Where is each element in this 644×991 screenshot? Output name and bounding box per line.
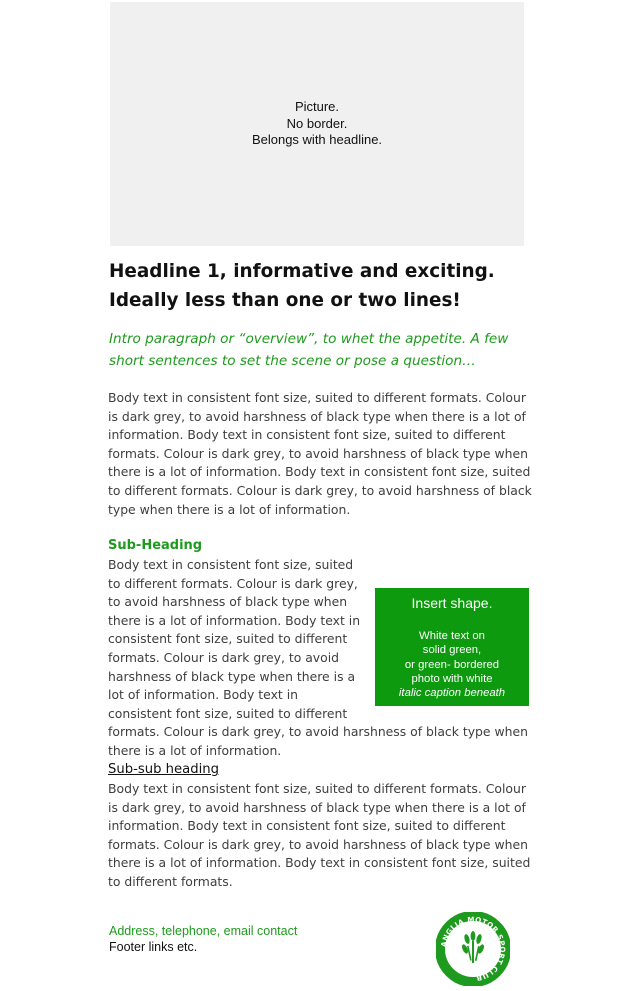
headline <box>109 257 549 315</box>
insert-shape-line-4: photo with white <box>411 672 493 685</box>
body-paragraph-3: Body text in consistent font size, suited to different formats. Colour is dark grey, to avoid harshness of black type when there is a lot of information. Body text in consistent font size, suited to different formats. Colour is dark grey, to avoid harshness of black type when there is a lot of information. Body text in consistent font size, suited to different formats. <box>108 781 531 889</box>
insert-shape-box <box>375 588 529 706</box>
sub-heading: Sub-Heading <box>108 538 203 553</box>
svg-text:ANGLIA MOTOR SPORT CLUB: ANGLIA MOTOR SPORT CLUB <box>438 914 508 983</box>
club-logo-emblem <box>436 912 510 986</box>
body-paragraph-2: Body text in consistent font size, suited to different formats. Colour is dark grey, to avoid harshness of black type when there is a lot of information. Body text in consistent font size, suited to different formats. Colour is dark grey, to avoid harshness of black type when there is a lot of information. Body text in consistent font size, suited to different formats. Colour is dark grey, to avoid harshness of black type when there is a lot of information. <box>108 557 528 758</box>
intro-paragraph: Intro paragraph or “overview”, to whet the appetite. A few short sentences to set the scene or pose a question… <box>109 331 509 369</box>
insert-shape-line-2: solid green, <box>422 644 482 657</box>
insert-shape-text <box>375 629 529 700</box>
insert-shape-line-3: or green- bordered <box>404 658 500 671</box>
body-paragraph-1: Body text in consistent font size, suited to different formats. Colour is dark grey, to avoid harshness of black type when there is a lot of information. Body text in consistent font size, suited to different formats. Colour is dark grey, to avoid harshness of black type when there is a lot of information. Body text in consistent font size, suited to different formats. Colour is dark grey, to avoid harshness of black type when there is a lot of information. <box>108 390 532 517</box>
insert-shape-title: Insert shape. <box>411 595 493 611</box>
picture-caption-line-2: No border. <box>286 115 348 131</box>
headline-line-1: Headline 1, informative and exciting. <box>109 261 495 282</box>
footer-links[interactable]: Footer links etc. <box>109 940 198 954</box>
headline-line-2: Ideally less than one or two lines! <box>109 290 461 311</box>
footer-contact[interactable]: Address, telephone, email contact <box>109 924 298 938</box>
body-section-2 <box>108 556 534 761</box>
headline-picture-placeholder <box>110 2 524 246</box>
insert-shape-line-1: White text on <box>419 630 485 642</box>
sub-sub-heading: Sub-sub heading <box>108 762 219 777</box>
picture-caption-line-1: Picture. <box>294 99 340 115</box>
insert-shape-caption: italic caption beneath <box>398 687 506 700</box>
picture-caption-line-3: Belongs with headline. <box>251 132 383 148</box>
club-logo <box>436 912 510 986</box>
